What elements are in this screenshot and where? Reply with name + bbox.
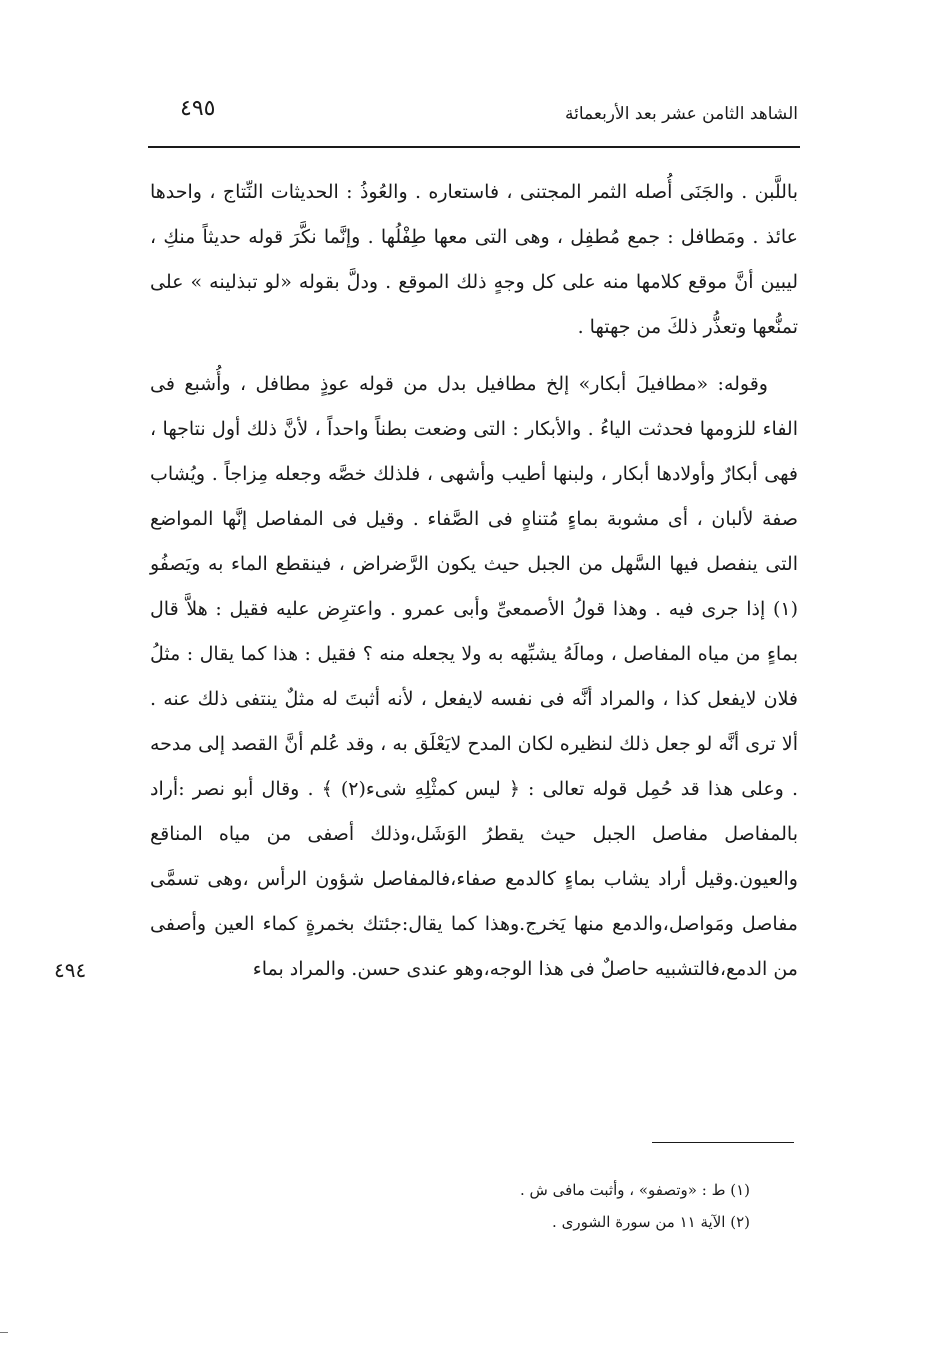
footnotes: [350, 1174, 750, 1238]
footnote-2: (٢) الآية ١١ من سورة الشورى .: [552, 1213, 750, 1231]
running-title: الشاهد الثامن عشر بعد الأربعمائة: [565, 104, 798, 124]
header-rule: [148, 146, 800, 148]
footnote-1: (١) ط : «وتصفو» ، وأثبت مافى ش .: [519, 1181, 750, 1199]
body-text: [150, 170, 798, 992]
page-header: [148, 92, 798, 132]
page-number: ٤٩٥: [180, 96, 216, 121]
paragraph-2: وقوله: «مطافيلَ أبكار» إلخ مطافيل بدل من قوله عوذٍ مطافل ، وأُشبع فى الفاء للزومها فحدثت الياءُ . والأبكار : التى وضعت بطناً واحداً ، لأنَّ ذلك أول نتاجها ، فهى أبكارٌ وأولادها أبكار ، ولبنها أطيب وأشهى ، فلذلك خصَّه وجعله مِزاجاً . ويُشاب صفة لألبان ، أى مشوبة بماءٍ مُتناهٍ فى الصَّفاء . وقيل فى المفاصل إنَّها المواضع التى ينفصل فيها السَّهل من الجبل حيث يكون الرَّضراض ، فينقطع الماء به ويَصفُو (١) إذا جرى فيه . وهذا قولُ الأصمعىِّ وأبى عمرو . واعترِض عليه فقيل : هلاَّ قال بماءٍ من مياه المفاصل ، ومالَهُ يشبِّهه به ولا يجعله منه ؟ فقيل : هذا كما يقال : مثلُ فلان لايفعل كذا ، والمراد أنَّه فى نفسه لايفعل ، لأنه أثبتَ له مثلٌ ينتفى ذلك عنه . ألا ترى أنَّه لو جعل ذلك لنظيره لكان المدح لايَعْلَق به ، وقد عُلم أنَّ القصد إلى مدحه . وعلى هذا قد حُمِل قوله تعالى : ﴿ ليس كمثْلِهِ شىء(٢) ﴾ . وقال أبو نصر :أراد بالمفاصل مفاصل الجبل حيث يقطرُ الوَشَل،وذلك أصفى من مياه المناقع والعيون.وقيل أراد يشاب بماءٍ كالدمع صفاء،فالمفاصل شؤون الرأس ،وهى تسمَّى مفاصل ومَواصل،والدمع منها يَخرج.وهذا كما يقال:جئتك بخمرةٍ كماء العين وأصفى من الدمع،فالتشبيه حاصلٌ فى هذا الوجه،وهو عندى حسن. والمراد بماء: [150, 373, 798, 980]
footnote-separator: [652, 1142, 794, 1143]
margin-page-reference: ٤٩٤: [54, 958, 87, 982]
scan-edge-mark: [0, 1332, 8, 1339]
paragraph-1: باللَّبن . والجَنَى أُصله الثمر المجتنى ، فاستعاره . والعُوذُ : الحديثات النِّتاج ، واحدها عائذ . ومَطافل : جمع مُطفِل ، وهى التى معها طِفْلُها . وإنَّما نكَّرَ قوله حديثاً منكِ ، ليبين أنَّ موقع كلامها منه على كل وجهٍ ذلك الموقع . ودلَّ بقوله «لو تبذلينه » على تمنُّعها وتعذُّر ذلكَ من جهتها .: [150, 181, 798, 338]
